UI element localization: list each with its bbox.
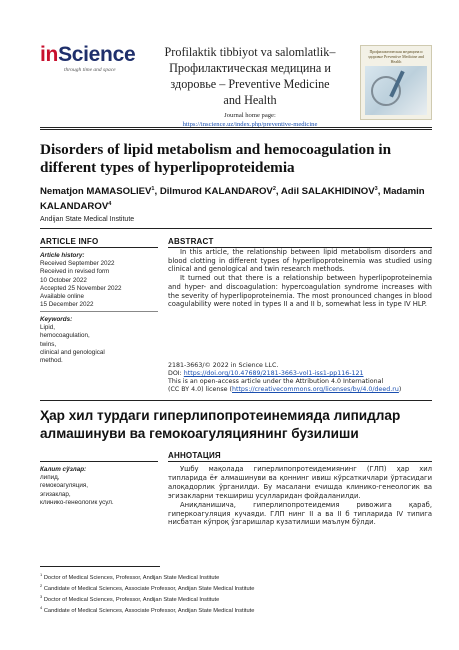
- author-sup: 1: [151, 186, 155, 192]
- logo-science: Science: [58, 43, 136, 66]
- keywords-rule: [40, 311, 158, 312]
- article-title: Disorders of lipid metabolism and hemocoagulation in different types of hyperlipoproteidemia: [40, 141, 392, 176]
- footnote-text: Candidate of Medical Sciences, Associate Professor, Andijan State Medical Institute: [43, 585, 255, 592]
- journal-title-line: Профилактическая медицина и: [169, 61, 331, 75]
- footnote-rule: [40, 566, 160, 567]
- article-history: [40, 252, 160, 309]
- journal-title-line: здоровье – Preventive Medicine: [170, 77, 330, 91]
- article-info-rule: [40, 247, 158, 248]
- header-rule: [40, 127, 432, 128]
- journal-cover-image: [360, 45, 432, 120]
- history-item: Accepted 25 November 2022: [40, 284, 122, 292]
- author-name: Adil SALAKHIDINOV: [280, 186, 375, 198]
- affil-rule: [40, 228, 432, 229]
- uz-annotation-paragraph: Ушбу мақолада гиперлипопротеидемиянинг (ГЛП) ҳар хил типларида ёғ алмашинуви ва қоннинг ивиш кўрсаткичлари ўртасидаги алоқадорлик ўрганилди. Бу масалани ечишда клинико-генеологик ва эгизакларни текшириш усулларидан фойдаланилди.: [168, 465, 432, 500]
- history-item: 10 October 2022: [40, 276, 87, 284]
- abstract-paragraph: It turned out that there is a relationship between hyperlipoproteinemia and hyper- and discoagulation: hypercoagulation syndrome increases with the severity of hyperlipoproteinemia. The most pronounced changes in blood coagulability were noted in types II a and II b, somewhat less in type IV HLP.: [168, 274, 432, 309]
- footnote-text: Doctor of Medical Sciences, Professor, Andijan State Medical Institute: [43, 597, 220, 604]
- keywords-label: Keywords:: [40, 316, 73, 323]
- journal-home-label: Journal home page:: [224, 112, 276, 119]
- keyword: клинико-генеологик усул.: [40, 498, 114, 506]
- keyword: гемокоагуляция,: [40, 482, 88, 490]
- keyword: hemocoagulation,: [40, 332, 90, 340]
- uz-keywords-rule: [40, 461, 158, 462]
- uz-annotation-rule: [168, 461, 432, 462]
- article-info-heading: ARTICLE INFO: [40, 237, 99, 246]
- journal-title-line: Profilaktik tibbiyot va salomlatlik–: [164, 45, 336, 59]
- article-meta: [168, 362, 432, 394]
- keyword: clinical and genological: [40, 348, 105, 356]
- uz-annotation-paragraph: Аниқланишича, гиперлипопротеидемия ривожига қараб, гиперкоагуляция кучаяди. ГЛП нинг II а ва II б типларида IV типига нисбатан кўпроқ ўзгаришлар кузатилиши маълум бўлди.: [168, 500, 432, 527]
- history-item: Received in revised form: [40, 268, 110, 276]
- license-line: (CC BY 4.0) license (: [168, 386, 232, 394]
- history-item: Received September 2022: [40, 260, 115, 268]
- abstract-text: [168, 248, 432, 309]
- issn-line: 2181-3663/© 2022 in Science LLC.: [168, 362, 279, 369]
- doi-label: DOI:: [168, 370, 184, 378]
- affiliation: Andijan State Medical Institute: [40, 216, 135, 223]
- footnote-mark: 2: [40, 583, 43, 589]
- header-rule-2: [40, 129, 432, 130]
- journal-title: [150, 44, 350, 108]
- author-sup: 4: [108, 201, 112, 208]
- section-rule: [40, 400, 432, 401]
- footnote: [40, 582, 432, 593]
- footnotes: [40, 571, 432, 615]
- footnote-mark: 3: [40, 594, 43, 600]
- keyword: эгизаклар,: [40, 490, 71, 498]
- logo-in: in: [40, 43, 59, 66]
- logo-tagline: through time and space: [64, 67, 116, 73]
- author-sup: 2: [272, 186, 276, 192]
- author-name: Dilmurod KALANDAROV: [159, 186, 273, 198]
- footnote-text: Candidate of Medical Sciences, Associate Professor, Andijan State Medical Institute: [43, 608, 255, 615]
- keywords: [40, 316, 160, 365]
- footnote: [40, 593, 432, 604]
- uz-annotation-heading: АННОТАЦИЯ: [168, 451, 221, 460]
- license-link[interactable]: https://creativecommons.org/licenses/by/4.0/deed.ru: [232, 386, 399, 394]
- author-name: Nematjon MAMASOLIEV: [40, 186, 152, 198]
- footnote: [40, 604, 432, 615]
- abstract-heading: ABSTRACT: [168, 237, 214, 246]
- author-list: Nematjon MAMASOLIEV$^1$, Dilmurod KALANDAROV$^2$, Adil SALAKHIDINOV$^3$, Madamin KALANDAROV$^4$: [40, 186, 425, 213]
- inscience-logo[interactable]: [40, 44, 150, 84]
- journal-home-link[interactable]: https://inscience.uz/index.php/preventive-medicine: [182, 121, 318, 128]
- history-item: 15 December 2022: [40, 301, 94, 309]
- journal-title-line: and Health: [223, 93, 277, 107]
- keyword: липид,: [40, 474, 60, 482]
- author-sup: 3: [374, 186, 378, 192]
- license-line: This is an open-access article under the Attribution 4.0 International: [168, 378, 384, 386]
- uz-annotation-text: [168, 465, 432, 527]
- keyword: method.: [40, 357, 63, 365]
- footnote-mark: 4: [40, 605, 43, 611]
- keyword: twins,: [40, 340, 57, 348]
- license-close: ): [398, 386, 402, 394]
- uz-keywords: [40, 466, 160, 507]
- footnote-mark: 1: [40, 572, 43, 577]
- cover-title: Профилактическая медицина и здоровье Preventive Medicine and Health: [367, 49, 425, 64]
- author-name: Madamin KALANDAROV: [40, 186, 425, 213]
- uz-keywords-label: Калит сўзлар:: [40, 466, 87, 473]
- keyword: Lipid,: [40, 324, 56, 332]
- footnote-text: Doctor of Medical Sciences, Professor, Andijan State Medical Institute: [43, 574, 220, 581]
- footnote: [40, 571, 432, 582]
- abstract-paragraph: In this article, the relationship between lipid metabolism disorders and blood clotting in different types of hyperlipoproteinemia was studied using clinical and genological and twin research methods.: [168, 248, 432, 274]
- history-label: Article history:: [40, 252, 85, 259]
- uz-article-title: Ҳар хил турдаги гиперлипопротеинемияда липидлар алмашинуви ва гемокоагуляциянинг бузилиши: [40, 408, 401, 441]
- history-item: Available online: [40, 293, 84, 301]
- doi-link[interactable]: https://doi.org/10.47689/2181-3663-vol1-iss1-pp116-121: [183, 370, 364, 378]
